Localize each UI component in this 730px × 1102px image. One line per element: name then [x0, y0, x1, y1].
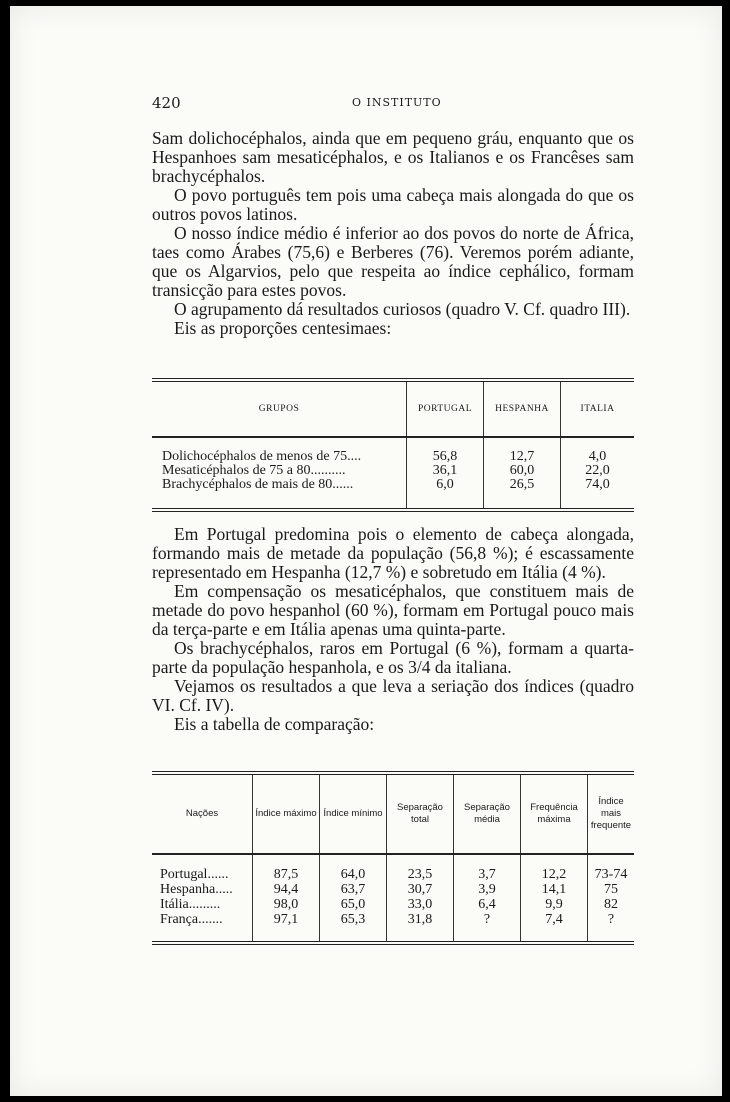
- table-cell: 31,8: [387, 912, 454, 943]
- table-cell: 73-74: [588, 854, 635, 882]
- table-cell: Brachycéphalos de mais de 80......: [162, 477, 354, 492]
- table-cell: Hespanha.....: [160, 882, 233, 897]
- table-cell: 33,0: [387, 897, 454, 912]
- table-header-cell: Índice mínimo: [320, 773, 387, 854]
- table-cell: 75: [588, 882, 635, 897]
- table-header-cell: Nações: [152, 773, 253, 854]
- paragraph: O nosso índice médio é inferior ao dos povos do norte de África, taes como Árabes (75,6) e Berberes (76). Veremos porém adiante, que os Algarvios, pelo que respeita ao índice cephálico, formam transicção para estes povos.: [152, 223, 634, 300]
- table-header-cell: Separação média: [454, 773, 521, 854]
- table-cell: França.......: [160, 912, 223, 927]
- paragraph: Os brachycéphalos, raros em Portugal (6 %), formam a quarta-parte da população hespanhola, e os 3/4 da italiana.: [152, 638, 634, 677]
- table-row: [152, 912, 634, 943]
- paragraph: O povo português tem pois uma cabeça mais alongada do que os outros povos latinos.: [152, 185, 634, 224]
- table-cell: 94,4: [253, 882, 320, 897]
- table-row: [152, 882, 634, 897]
- table-row: [152, 437, 634, 464]
- table-row: [152, 478, 634, 510]
- table-row: [152, 897, 634, 912]
- table-cell: 97,1: [253, 912, 320, 943]
- body-text-top: [152, 129, 634, 338]
- proportions-table: [152, 378, 634, 512]
- table-row: [152, 854, 634, 882]
- table-cell: 60,0: [484, 464, 561, 478]
- table-cell: 30,7: [387, 882, 454, 897]
- paragraph: Eis a tabella de comparação:: [174, 714, 375, 734]
- table-cell: 6,0: [407, 478, 484, 510]
- table-cell: 63,7: [320, 882, 387, 897]
- table-header-cell: Índice mais frequente: [588, 773, 635, 854]
- table-cell: 6,4: [454, 897, 521, 912]
- table-cell: 65,0: [320, 897, 387, 912]
- table-row: [152, 464, 634, 478]
- paragraph: Sam dolichocéphalos, ainda que em pequeno gráu, enquanto que os Hespanhoes sam mesaticéphalos, e os Italianos e os Francêses sam brachycéphalos.: [152, 128, 634, 186]
- table-cell: 74,0: [561, 478, 635, 510]
- table-cell: 87,5: [253, 854, 320, 882]
- paragraph: O agrupamento dá resultados curiosos (quadro V. Cf. quadro III).: [174, 299, 631, 319]
- table-cell: 12,2: [521, 854, 588, 882]
- page-number: 420: [152, 94, 181, 112]
- paragraph: Em Portugal predomina pois o elemento de cabeça alongada, formando mais de metade da população (56,8 %); é escassamente representado em Hespanha (12,7 %) e sobretudo em Itália (4 %).: [152, 524, 634, 582]
- table-cell: Dolichocéphalos de menos de 75....: [162, 449, 362, 464]
- table-cell: 9,9: [521, 897, 588, 912]
- paragraph: Em compensação os mesaticéphalos, que constituem mais de metade do povo hespanhol (60 %), formam em Portugal pouco mais da terça-parte e em Itália apenas uma quinta-parte.: [152, 581, 634, 639]
- table-header-cell: ITALIA: [561, 380, 635, 437]
- page-header: [152, 94, 632, 114]
- table-cell: 36,1: [407, 464, 484, 478]
- table-cell: 3,9: [454, 882, 521, 897]
- table-header-cell: HESPANHA: [484, 380, 561, 437]
- table-cell: 64,0: [320, 854, 387, 882]
- table-header-cell: Separação total: [387, 773, 454, 854]
- table-header-cell: PORTUGAL: [407, 380, 484, 437]
- table-cell: 82: [588, 897, 635, 912]
- table-cell: 14,1: [521, 882, 588, 897]
- table-cell: 4,0: [561, 437, 635, 464]
- table-header-cell: Frequência máxima: [521, 773, 588, 854]
- table-cell: Portugal......: [160, 867, 229, 882]
- table-cell: 65,3: [320, 912, 387, 943]
- table-cell: 7,4: [521, 912, 588, 943]
- paragraph: Eis as proporções centesimaes:: [174, 318, 392, 338]
- body-text-bottom: [152, 525, 634, 734]
- paragraph: Vejamos os resultados a que leva a seriação dos índices (quadro VI. Cf. IV).: [152, 676, 634, 715]
- table-cell: 98,0: [253, 897, 320, 912]
- table-header-cell: GRUPOS: [152, 380, 407, 437]
- table-cell: ?: [454, 912, 521, 943]
- table-cell: 22,0: [561, 464, 635, 478]
- table-header-cell: Índice máximo: [253, 773, 320, 854]
- table-cell: 26,5: [484, 478, 561, 510]
- table-cell: Mesaticéphalos de 75 a 80..........: [162, 463, 346, 478]
- comparison-table: [152, 771, 634, 945]
- table-cell: 3,7: [454, 854, 521, 882]
- table-cell: ?: [588, 912, 635, 943]
- table-cell: 56,8: [407, 437, 484, 464]
- table-cell: Itália.........: [160, 897, 221, 912]
- table-cell: 23,5: [387, 854, 454, 882]
- table-cell: 12,7: [484, 437, 561, 464]
- running-title: O INSTITUTO: [352, 96, 442, 109]
